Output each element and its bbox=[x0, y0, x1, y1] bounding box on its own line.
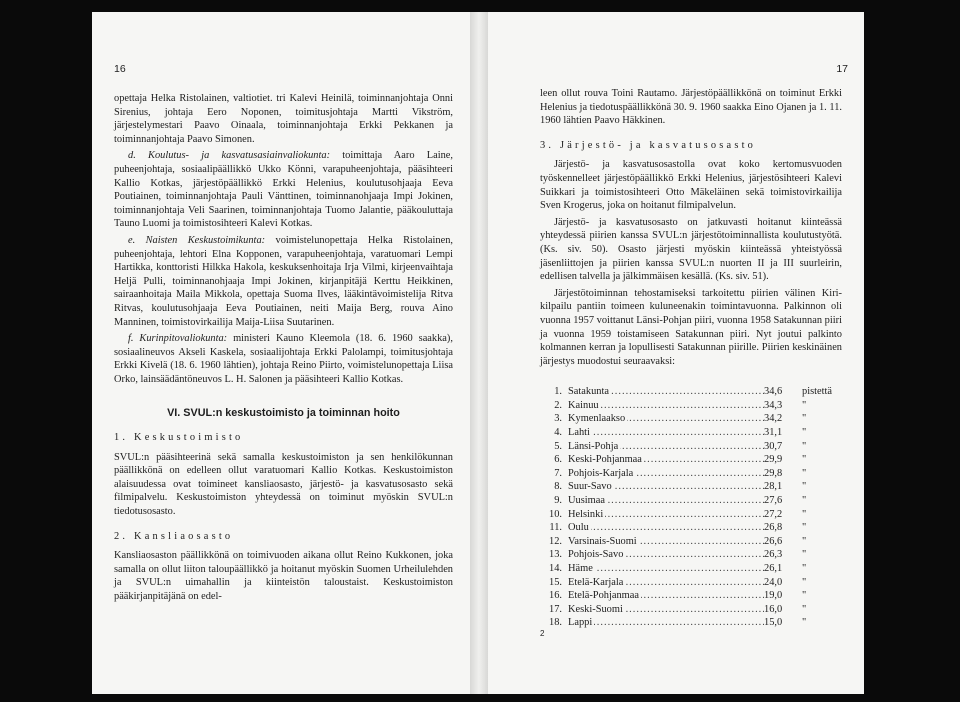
committee-heading: f. Kurinpitovaliokunta: bbox=[128, 333, 228, 345]
score-unit: pistettä bbox=[802, 386, 833, 398]
rank-number: 4. bbox=[554, 427, 562, 439]
district-score: 15,0 bbox=[764, 617, 783, 629]
ranking-row bbox=[540, 412, 842, 426]
subsection-heading: 1. Keskustoimisto bbox=[114, 432, 244, 444]
district-label: Etelä-Pohjanmaa bbox=[568, 590, 639, 602]
district-score: 34,2 bbox=[764, 413, 783, 425]
district-score: 34,3 bbox=[764, 399, 783, 411]
left-page-text bbox=[114, 92, 453, 607]
rank-number: 15. bbox=[549, 576, 562, 588]
district-name bbox=[568, 535, 764, 549]
score-unit: " bbox=[802, 481, 807, 493]
district-name bbox=[568, 426, 764, 440]
rank-number: 9. bbox=[554, 495, 562, 507]
score-unit: " bbox=[802, 508, 807, 520]
score-unit: " bbox=[802, 467, 807, 479]
score-unit: " bbox=[802, 617, 807, 629]
district-label: Suur-Savo bbox=[568, 481, 612, 493]
paragraph: leen ollut rouva Toini Rautamo. Järjestöpäällikkönä on toiminut Erkki Helenius ja tiedotuspäällikkönä 30. 9. 1960 saakka Eino Ojanen ja 1. 11. 1960 lähtien Paavo Häkkinen. bbox=[540, 88, 842, 127]
rank-number: 10. bbox=[549, 508, 562, 520]
district-label: Häme bbox=[568, 563, 593, 574]
subsection-heading: 3. Järjestö- ja kasvatusosasto bbox=[540, 139, 757, 151]
district-name bbox=[568, 480, 764, 494]
score-unit: " bbox=[802, 413, 807, 425]
district-label: Keski-Pohjanmaa bbox=[568, 454, 642, 466]
score-unit: " bbox=[802, 495, 807, 507]
district-label: Etelä-Karjala bbox=[568, 576, 624, 588]
rank-number: 5. bbox=[554, 440, 562, 452]
score-unit: " bbox=[802, 440, 807, 452]
signature-mark: 2 bbox=[540, 629, 545, 638]
ranking-row bbox=[540, 576, 842, 590]
score-unit: " bbox=[802, 522, 807, 534]
rank-number: 6. bbox=[554, 454, 562, 466]
committee-heading: d. Koulutus- ja kasvatusasiainvaliokunta: bbox=[128, 150, 331, 162]
rank-number: 17. bbox=[549, 603, 562, 615]
paragraph: opettaja Helka Ristolainen, valtiotiet. tri Kalevi Heinilä, toiminnanjohtaja Onni Sirenius, johtaja Eero Noponen, toimitusjohtaja Martti Vikström, järjestelymestari Paavo Oinaala, toiminnanjohtaja Erkki Pekkanen ja toiminnanjohtaja Paavo Simonen. bbox=[114, 93, 453, 145]
district-score: 29,8 bbox=[764, 467, 783, 479]
district-name bbox=[568, 453, 764, 467]
district-ranking-table bbox=[540, 385, 842, 630]
district-score: 19,0 bbox=[764, 590, 783, 602]
ranking-row bbox=[540, 399, 842, 413]
district-score: 29,9 bbox=[764, 454, 783, 466]
paragraph bbox=[114, 149, 453, 231]
district-name bbox=[568, 521, 764, 535]
ranking-row bbox=[540, 453, 842, 467]
district-label: Satakunta bbox=[568, 386, 609, 398]
score-unit: " bbox=[802, 535, 807, 547]
district-score: 26,3 bbox=[764, 549, 783, 561]
district-score: 30,7 bbox=[764, 440, 783, 452]
score-unit: " bbox=[802, 454, 807, 466]
ranking-row bbox=[540, 480, 842, 494]
subsection-heading: 2. Kansliaosasto bbox=[114, 530, 234, 542]
district-name bbox=[568, 603, 764, 617]
ranking-row bbox=[540, 589, 842, 603]
score-unit: " bbox=[802, 549, 807, 561]
district-label: Lappi bbox=[568, 617, 593, 629]
district-name bbox=[568, 616, 764, 630]
district-score: 27,6 bbox=[764, 495, 783, 507]
district-label: Pohjois-Savo bbox=[568, 549, 624, 561]
district-name bbox=[568, 562, 764, 576]
score-unit: " bbox=[802, 399, 807, 411]
rank-number: 11. bbox=[549, 522, 562, 534]
district-label: Pohjois-Karjala bbox=[568, 467, 634, 479]
ranking-row bbox=[540, 535, 842, 549]
paragraph-text: ministeri Kauno Kleemola (18. 6. 1960 saakka), sosiaalineuvos Akseli Kaskela, sosiaalijohtaja Erkki Palolampi, toimitusjohtaja Erkki Kivelä (18. 6. 1960 lähtien), johtaja Reino Piirto, voimistelunopettaja Liisa Orko, lainsäädäntöneuvos L. H. Salonen ja pääsihteeri Kallio Kotkas. bbox=[114, 333, 453, 385]
section-heading: VI. SVUL:n keskustoimisto ja toiminnan hoito bbox=[167, 407, 400, 420]
district-score: 16,0 bbox=[764, 603, 783, 615]
ranking-row bbox=[540, 616, 842, 630]
district-score: 31,1 bbox=[764, 427, 783, 439]
district-label: Oulu bbox=[568, 522, 589, 534]
rank-number: 18. bbox=[549, 617, 562, 629]
rank-number: 7. bbox=[554, 467, 562, 479]
ranking-row bbox=[540, 521, 842, 535]
rank-number: 1. bbox=[554, 386, 562, 398]
right-page bbox=[488, 12, 864, 694]
committee-heading: e. Naisten Keskustoimikunta: bbox=[128, 234, 266, 246]
district-name bbox=[568, 440, 764, 454]
paragraph: SVUL:n pääsihteerinä sekä samalla keskustoimiston ja sen henkilökunnan päällikkönä on edelleen ollut varatuomari Kallio Kotkas. Keskustoimiston alaisuudessa ovat toimineet kansliaosasto, järjestö- ja kasvatusosasto sekä filmipalvelu. Keskustoimiston yhteydessä on toiminut myöskin SVUL:n tiedotusosasto. bbox=[114, 451, 453, 518]
district-name bbox=[568, 589, 764, 603]
score-unit: " bbox=[802, 590, 807, 602]
district-label: Lahti bbox=[568, 427, 590, 439]
district-name bbox=[568, 385, 764, 399]
page-number: 16 bbox=[114, 63, 126, 75]
ranking-row bbox=[540, 385, 842, 399]
district-name bbox=[568, 399, 764, 413]
district-label: Keski-Suomi bbox=[568, 603, 623, 615]
district-score: 24,0 bbox=[764, 576, 783, 588]
district-label: Varsinais-Suomi bbox=[568, 535, 637, 547]
rank-number: 12. bbox=[549, 535, 562, 547]
paragraph-text: toimittaja Aaro Laine, puheenjohtaja, sosiaalipäällikkö Ukko Könni, varapuheenjohtaja, pääsihteeri Kallio Kotkas, järjestöpäällikkö Erkki Helenius, koulutusohjaaja Eeva Poutiainen, toiminnanjohtaja Pauli Vänttinen, toiminnanohjaaja Impi Jokinen, toiminnanjohtaja Veli Saarinen, toiminnanjohtaja Tuomo Jalantie, pääkouluttaja Tauno Luomi ja toimistosihteeri Kalevi Kotkas. bbox=[114, 150, 453, 230]
district-label: Kainuu bbox=[568, 399, 599, 411]
ranking-row bbox=[540, 508, 842, 522]
ranking-row bbox=[540, 494, 842, 508]
ranking-row bbox=[540, 467, 842, 481]
district-label: Kymenlaakso bbox=[568, 413, 626, 425]
score-unit: " bbox=[802, 603, 807, 615]
district-score: 26,1 bbox=[764, 563, 783, 574]
rank-number: 2. bbox=[554, 399, 562, 411]
district-score: 26,6 bbox=[764, 535, 783, 547]
score-unit: " bbox=[802, 576, 807, 588]
district-name bbox=[568, 576, 764, 590]
paragraph: Järjestö- ja kasvatusosastolla ovat koko kertomusvuoden työskennelleet järjestöpäällikkö Erkki Helenius, järjestösihteeri Kalevi Suikkari ja toimistosihteeri Otto Mäkeläinen sekä toimistovirkailija Sven Krogerus, joka on hoitanut filmipalvelun. bbox=[540, 159, 842, 212]
paragraph bbox=[114, 332, 453, 386]
district-name bbox=[568, 412, 764, 426]
ranking-row bbox=[540, 603, 842, 617]
district-label: Helsinki bbox=[568, 508, 604, 520]
paragraph: Järjestötoiminnan tehostamiseksi tarkoitettu piirien välinen Kiri-kilpailu pantiin toimeen kuluneenakin toimintavuonna. Palkinnon oli vuonna 1957 voittanut Länsi-Pohjan piiri, vuonna 1958 Satakunnan piiri ja vuonna 1959 toistamiseen Satakunnan piiri. Nyt joutui palkinto kolmannen kerran ja lopullisesti Satakunnan piirille. Piirien keskinäinen järjestys muodostui seuraavaksi: bbox=[540, 287, 842, 367]
district-label: Länsi-Pohja bbox=[568, 440, 619, 452]
district-name bbox=[568, 548, 764, 562]
paragraph: Kansliaosaston päällikkönä on toimivuoden aikana ollut Reino Kukkonen, joka samalla on ollut liiton taloupäällikkö ja hoitanut myöskin Suomen Urheilulehden ja SVUL:n uimahallin ja kiinteistön taloustaist. Keskustoimiston pääkirjanpitäjänä on edel- bbox=[114, 550, 453, 602]
ranking-row bbox=[540, 548, 842, 562]
district-score: 27,2 bbox=[764, 508, 783, 520]
district-name bbox=[568, 508, 764, 522]
page-number: 17 bbox=[836, 63, 848, 75]
paragraph-text: voimistelunopettaja Helka Ristolainen, puheenjohtaja, lehtori Elna Kopponen, varapuheenjohtaja, varatuomari Lempi Hartikka, konttoristi Hilkka Hakola, keskuksenhoitaja Irja Vilmi, kirjeenvaihtaja Heljä Pulli, toiminnanohjaaja Impi Jokinen, kirjanpitäjä Kerttu Heikkinen, sairaanhoitaja Maila Mikkola, opettaja Suoma Ilves, lääkintävoimistelija Ritva Ritvas, koulutusohjaaja Eeva Poutiainen, neiti Maija Berg, rouva Aino Manninen, toimistovirkailija Maija-Liisa Suutarinen. bbox=[114, 234, 454, 328]
rank-number: 14. bbox=[549, 563, 562, 574]
rank-number: 3. bbox=[554, 413, 562, 425]
ranking-row bbox=[540, 440, 842, 454]
rank-number: 8. bbox=[554, 481, 562, 493]
left-page bbox=[92, 12, 470, 694]
district-score: 28,1 bbox=[764, 481, 783, 493]
rank-number: 16. bbox=[549, 590, 562, 602]
district-score: 26,8 bbox=[764, 522, 783, 534]
book-gutter bbox=[470, 12, 488, 694]
rank-number: 13. bbox=[549, 549, 562, 561]
district-score: 34,6 bbox=[764, 386, 783, 398]
score-unit: " bbox=[802, 563, 807, 574]
district-label: Uusimaa bbox=[568, 495, 605, 507]
paragraph bbox=[114, 234, 453, 329]
paragraph: Järjestö- ja kasvatusosasto on jatkuvasti hoitanut kiinteässä yhteydessä piirien kanssa SVUL:n järjestötoiminnallista koulutustyötä. (Ks. siv. 50). Osasto järjesti myöskin kiinteässä yhteistyössä jäsenliittojen ja piirien kanssa SVUL:n nuorten II ja III suurleirin, edellisen talvella ja jälkimmäisen kesällä. (Ks. siv. 51). bbox=[540, 216, 842, 283]
ranking-row bbox=[540, 426, 842, 440]
district-name bbox=[568, 494, 764, 508]
district-name bbox=[568, 467, 764, 481]
score-unit: " bbox=[802, 427, 807, 439]
right-page-text bbox=[540, 87, 842, 630]
ranking-row bbox=[540, 562, 842, 576]
